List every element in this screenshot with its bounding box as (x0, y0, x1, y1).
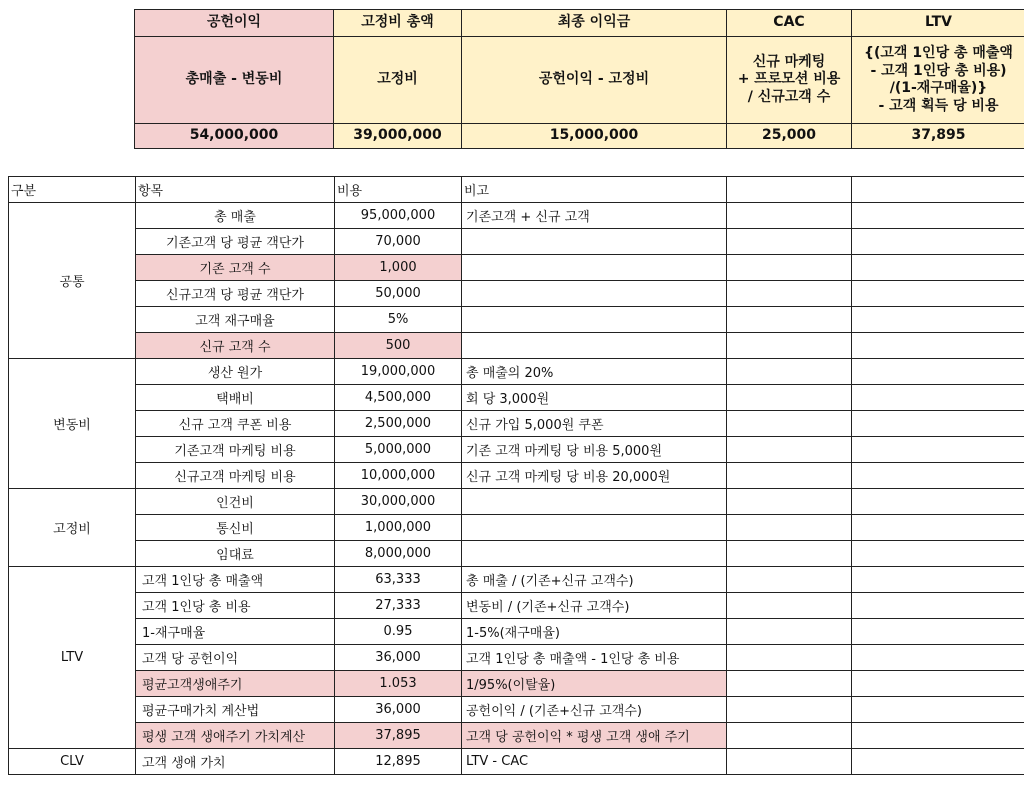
row-note: 신규 고객 마케팅 당 비용 20,000원 (462, 463, 727, 489)
row-item: 기존고객 당 평균 객단가 (136, 229, 335, 255)
group-fixed-cost: 고정비 (9, 489, 136, 567)
empty-cell (727, 229, 852, 255)
row-cost: 12,895 (335, 749, 462, 775)
row-cost: 95,000,000 (335, 203, 462, 229)
empty-cell (852, 489, 1024, 515)
empty-cell (727, 385, 852, 411)
empty-cell (727, 645, 852, 671)
empty-cell (727, 593, 852, 619)
empty-cell (852, 359, 1024, 385)
row-item: 신규고객 마케팅 비용 (136, 463, 335, 489)
table-row (9, 463, 1024, 489)
empty-cell (852, 281, 1024, 307)
row-cost: 0.95 (335, 619, 462, 645)
row-note: 총 매출 / (기존+신규 고객수) (462, 567, 727, 593)
empty-cell (852, 567, 1024, 593)
row-note (462, 489, 727, 515)
table-row (9, 541, 1024, 567)
formula-line: 신규 마케팅 (752, 53, 826, 70)
empty-cell (852, 593, 1024, 619)
row-item: 고객 생애 가치 (136, 749, 335, 775)
row-note: 고객 당 공헌이익 * 평생 고객 생애 주기 (462, 723, 727, 749)
row-item: 통신비 (136, 515, 335, 541)
empty-cell (727, 541, 852, 567)
row-note: 변동비 / (기존+신규 고객수) (462, 593, 727, 619)
row-cost: 70,000 (335, 229, 462, 255)
empty-cell (852, 463, 1024, 489)
empty-cell (852, 177, 1024, 203)
empty-cell (852, 619, 1024, 645)
empty-cell (727, 463, 852, 489)
empty-cell (852, 203, 1024, 229)
summary-value-final-profit: 15,000,000 (462, 124, 727, 149)
row-note: 총 매출의 20% (462, 359, 727, 385)
empty-cell (852, 723, 1024, 749)
empty-cell (727, 359, 852, 385)
row-item: 신규 고객 수 (136, 333, 335, 359)
empty-cell (852, 541, 1024, 567)
empty-cell (727, 437, 852, 463)
table-row (9, 593, 1024, 619)
group-variable-cost: 변동비 (9, 359, 136, 489)
table-row (9, 515, 1024, 541)
table-row (9, 359, 1024, 385)
row-item: 1-재구매율 (136, 619, 335, 645)
formula-line: 고정비 (377, 71, 418, 88)
row-item: 인건비 (136, 489, 335, 515)
table-row (9, 333, 1024, 359)
empty-cell (852, 645, 1024, 671)
table-row (9, 281, 1024, 307)
empty-cell (727, 203, 852, 229)
empty-cell (852, 515, 1024, 541)
empty-cell (727, 411, 852, 437)
row-note: 신규 가입 5,000원 쿠폰 (462, 411, 727, 437)
summary-formula-final-profit (462, 37, 727, 124)
row-cost: 500 (335, 333, 462, 359)
row-item: 택배비 (136, 385, 335, 411)
header-item: 항목 (136, 177, 335, 203)
empty-cell (852, 437, 1024, 463)
formula-line: /(1-재구매율)} (889, 80, 988, 96)
summary-table (134, 9, 1024, 149)
summary-value-cac: 25,000 (727, 124, 852, 149)
table-row (9, 255, 1024, 281)
empty-cell (852, 671, 1024, 697)
empty-cell (727, 333, 852, 359)
formula-line: / 신규고객 수 (747, 88, 831, 105)
row-cost: 8,000,000 (335, 541, 462, 567)
summary-formula-fixed-total (334, 37, 462, 124)
table-row (9, 671, 1024, 697)
row-note (462, 307, 727, 333)
table-row (9, 203, 1024, 229)
empty-cell (727, 749, 852, 775)
row-cost: 5,000,000 (335, 437, 462, 463)
group-ltv: LTV (9, 567, 136, 749)
empty-cell (727, 489, 852, 515)
summary-header-cac: CAC (727, 10, 852, 37)
empty-cell (727, 255, 852, 281)
empty-cell (727, 723, 852, 749)
row-item: 고객 당 공헌이익 (136, 645, 335, 671)
empty-cell (852, 749, 1024, 775)
row-note: 기존 고객 마케팅 당 비용 5,000원 (462, 437, 727, 463)
row-item: 임대료 (136, 541, 335, 567)
summary-value-ltv: 37,895 (852, 124, 1024, 149)
row-cost: 1,000,000 (335, 515, 462, 541)
empty-cell (852, 697, 1024, 723)
header-cost: 비용 (335, 177, 462, 203)
row-item: 기존고객 마케팅 비용 (136, 437, 335, 463)
table-row (9, 437, 1024, 463)
row-cost: 1.053 (335, 671, 462, 697)
row-cost: 50,000 (335, 281, 462, 307)
empty-cell (727, 307, 852, 333)
formula-line: - 고객 획득 당 비용 (878, 97, 999, 114)
row-note: 회 당 3,000원 (462, 385, 727, 411)
row-cost: 10,000,000 (335, 463, 462, 489)
summary-header-ltv: LTV (852, 10, 1024, 37)
table-row (9, 385, 1024, 411)
empty-cell (727, 697, 852, 723)
row-note (462, 515, 727, 541)
summary-header-row (135, 10, 1024, 37)
summary-header-contribution: 공헌이익 (135, 10, 334, 37)
table-row (9, 411, 1024, 437)
table-row (9, 307, 1024, 333)
empty-cell (727, 281, 852, 307)
empty-cell (852, 229, 1024, 255)
group-common: 공통 (9, 203, 136, 359)
row-cost: 30,000,000 (335, 489, 462, 515)
row-note: LTV - CAC (462, 749, 727, 775)
summary-value-contribution: 54,000,000 (135, 124, 334, 149)
summary-header-fixed-total: 고정비 총액 (334, 10, 462, 37)
row-note: 기존고객 + 신규 고객 (462, 203, 727, 229)
row-cost: 2,500,000 (335, 411, 462, 437)
row-item: 신규 고객 쿠폰 비용 (136, 411, 335, 437)
row-item: 생산 원가 (136, 359, 335, 385)
table-row (9, 619, 1024, 645)
summary-value-fixed-total: 39,000,000 (334, 124, 462, 149)
empty-cell (852, 411, 1024, 437)
table-row (9, 567, 1024, 593)
row-cost: 63,333 (335, 567, 462, 593)
formula-line: 공헌이익 - 고정비 (538, 71, 650, 88)
row-note: 1-5%(재구매율) (462, 619, 727, 645)
row-note (462, 541, 727, 567)
empty-cell (727, 177, 852, 203)
empty-cell (727, 515, 852, 541)
row-cost: 1,000 (335, 255, 462, 281)
row-item: 고객 재구매율 (136, 307, 335, 333)
row-cost: 36,000 (335, 697, 462, 723)
formula-line: + 프로모션 비용 (737, 71, 841, 88)
row-note (462, 229, 727, 255)
summary-header-final-profit: 최종 이익금 (462, 10, 727, 37)
table-row (9, 489, 1024, 515)
empty-cell (852, 307, 1024, 333)
row-item: 총 매출 (136, 203, 335, 229)
row-item: 평생 고객 생애주기 가치계산 (136, 723, 335, 749)
empty-cell (727, 671, 852, 697)
group-clv: CLV (9, 749, 136, 775)
summary-formula-cac (727, 37, 852, 124)
empty-cell (852, 255, 1024, 281)
row-note (462, 333, 727, 359)
formula-line: {(고객 1인당 총 매출액 (864, 45, 1013, 61)
table-row (9, 697, 1024, 723)
empty-cell (852, 385, 1024, 411)
row-item: 기존 고객 수 (136, 255, 335, 281)
summary-value-row (135, 124, 1024, 149)
table-row (9, 723, 1024, 749)
table-header-row (9, 177, 1024, 203)
table-row (9, 749, 1024, 775)
row-item: 고객 1인당 총 매출액 (136, 567, 335, 593)
row-item: 신규고객 당 평균 객단가 (136, 281, 335, 307)
row-cost: 4,500,000 (335, 385, 462, 411)
row-note: 공헌이익 / (기존+신규 고객수) (462, 697, 727, 723)
row-note: 1/95%(이탈율) (462, 671, 727, 697)
header-note: 비고 (462, 177, 727, 203)
empty-cell (852, 333, 1024, 359)
row-note (462, 255, 727, 281)
formula-line: 총매출 - 변동비 (185, 71, 283, 88)
summary-formula-contribution (135, 37, 334, 124)
row-note: 고객 1인당 총 매출액 - 1인당 총 비용 (462, 645, 727, 671)
row-note (462, 281, 727, 307)
row-cost: 5% (335, 307, 462, 333)
summary-formula-ltv (852, 37, 1024, 124)
row-cost: 37,895 (335, 723, 462, 749)
row-cost: 19,000,000 (335, 359, 462, 385)
summary-formula-row (135, 37, 1024, 124)
formula-line: - 고객 1인당 총 비용) (870, 62, 1007, 79)
row-cost: 36,000 (335, 645, 462, 671)
row-cost: 27,333 (335, 593, 462, 619)
header-category: 구분 (9, 177, 136, 203)
empty-cell (727, 619, 852, 645)
empty-cell (727, 567, 852, 593)
row-item: 평균고객생애주기 (136, 671, 335, 697)
row-item: 고객 1인당 총 비용 (136, 593, 335, 619)
row-item: 평균구매가치 계산법 (136, 697, 335, 723)
cost-detail-table (8, 176, 1024, 775)
table-row (9, 645, 1024, 671)
table-row (9, 229, 1024, 255)
